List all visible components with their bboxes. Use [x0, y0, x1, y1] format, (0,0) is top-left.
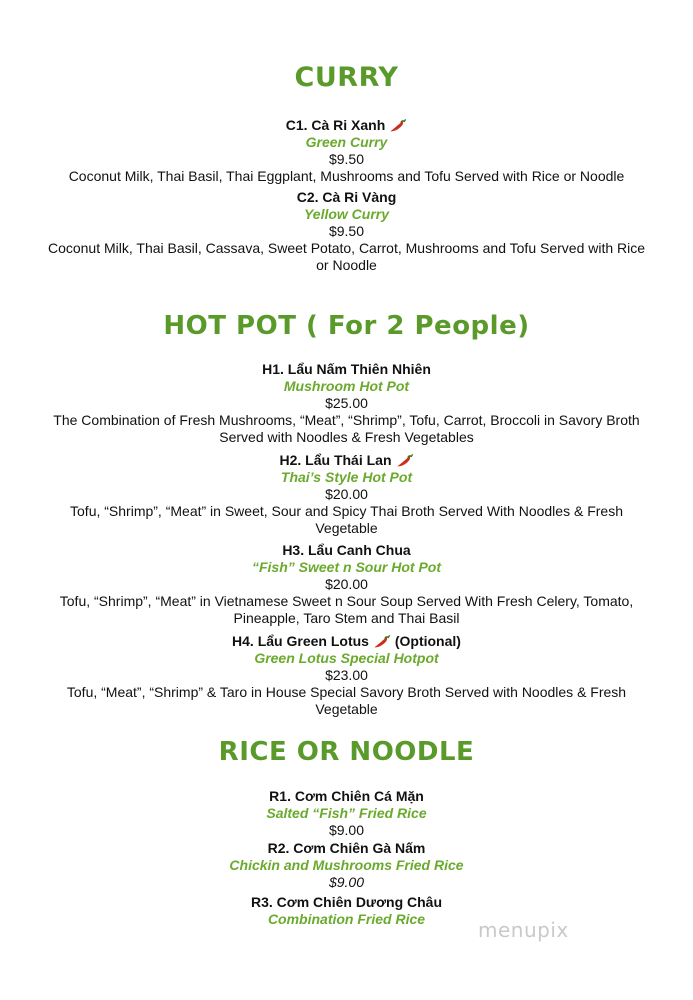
- item-name: R1. Cơm Chiên Cá Mặn: [269, 788, 424, 804]
- chili-pepper-icon: [389, 118, 407, 133]
- item-description: Coconut Milk, Thai Basil, Cassava, Sweet Potato, Carrot, Mushrooms and Tofu Served with Rice or Noodle: [47, 240, 646, 273]
- menu-item-c2: [40, 189, 653, 274]
- item-english-name: Yellow Curry: [303, 206, 390, 222]
- menu-item-r2: [40, 840, 653, 891]
- item-optional-note: (Optional): [394, 633, 461, 649]
- menu-item-r1: [40, 788, 653, 839]
- item-description: Tofu, “Shrimp”, “Meat” in Vietnamese Sweet n Sour Soup Served With Fresh Celery, Tomato, Pineapple, Taro Stem and Thai Basil: [59, 593, 634, 626]
- menu-item-h4: [40, 633, 653, 718]
- item-price: $25.00: [325, 395, 368, 411]
- item-description: Tofu, “Shrimp”, “Meat” in Sweet, Sour and Spicy Thai Broth Served With Noodles & Fresh Vegetable: [70, 503, 623, 536]
- item-english-name: Green Lotus Special Hotpot: [254, 650, 439, 666]
- item-name: H1. Lẩu Nấm Thiên Nhiên: [262, 361, 431, 377]
- item-price: $20.00: [325, 486, 368, 502]
- item-english-name: Green Curry: [305, 134, 388, 150]
- item-name: H3. Lẩu Canh Chua: [282, 542, 411, 558]
- item-english-name: Thai’s Style Hot Pot: [280, 469, 413, 485]
- item-price: $9.00: [328, 822, 365, 838]
- item-name: R3. Cơm Chiên Dương Châu: [250, 894, 443, 910]
- chili-pepper-icon: [396, 453, 414, 468]
- section-title-curry: CURRY: [294, 62, 399, 93]
- item-english-name: Combination Fried Rice: [267, 911, 426, 927]
- item-price: $9.00: [328, 874, 365, 890]
- item-price: $9.50: [328, 151, 365, 167]
- item-name: H2. Lẩu Thái Lan: [40, 452, 653, 469]
- item-price: $20.00: [325, 576, 368, 592]
- section-title-rice-or-noodle: RICE OR NOODLE: [218, 737, 475, 767]
- item-price: $9.50: [328, 223, 365, 239]
- item-english-name: Mushroom Hot Pot: [283, 378, 410, 394]
- menu-item-h1: [40, 361, 653, 446]
- item-name: C2. Cà Ri Vàng: [296, 189, 397, 205]
- item-english-name: “Fish” Sweet n Sour Hot Pot: [251, 559, 441, 575]
- item-description: Coconut Milk, Thai Basil, Thai Eggplant, Mushrooms and Tofu Served with Rice or Noodle: [68, 168, 625, 184]
- item-name: C1. Cà Ri Xanh: [40, 117, 653, 134]
- item-name: R2. Cơm Chiên Gà Nấm: [267, 840, 426, 856]
- section-title-hot-pot: HOT POT ( For 2 People): [163, 311, 530, 341]
- item-english-name: Chickin and Mushrooms Fried Rice: [229, 857, 464, 873]
- item-description: The Combination of Fresh Mushrooms, “Meat”, “Shrimp”, Tofu, Carrot, Broccoli in Savory Broth Served with Noodles & Fresh Vegetables: [53, 412, 640, 445]
- item-english-name: Salted “Fish” Fried Rice: [266, 805, 427, 821]
- menu-item-h2: [40, 452, 653, 537]
- item-name: H4. Lẩu Green Lotus (Optional): [232, 633, 461, 649]
- menu-item-c1: [40, 117, 653, 185]
- menupix-watermark: menupix: [478, 918, 569, 942]
- chili-pepper-icon: [373, 634, 391, 649]
- item-description: Tofu, “Meat”, “Shrimp” & Taro in House Special Savory Broth Served with Noodles & Fresh Vegetable: [66, 684, 627, 717]
- item-price: $23.00: [325, 667, 368, 683]
- menu-item-h3: [40, 542, 653, 627]
